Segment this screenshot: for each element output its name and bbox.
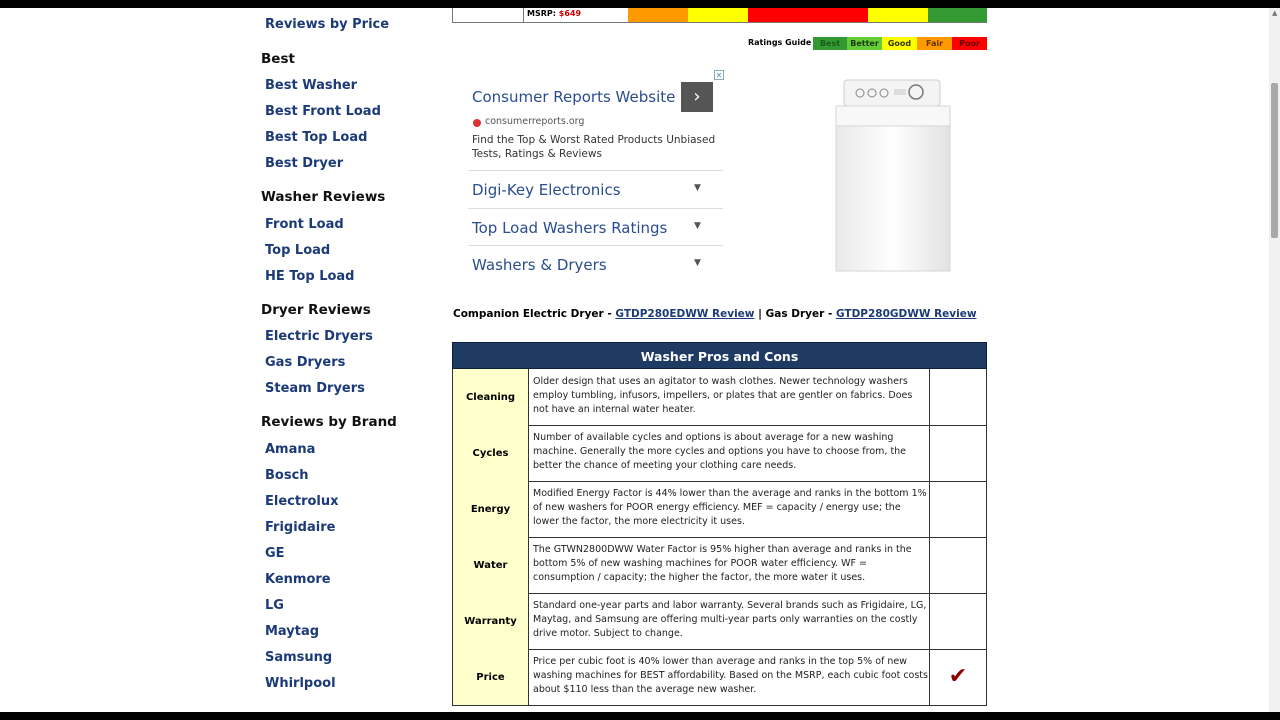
rating-swatch	[868, 8, 928, 22]
pros-cons-text: Older design that uses an agitator to wash clothes. Newer technology washers employ tumbling, infusors, impellers, or plates that are gentler on fabrics. Does not have an internal water heater.	[533, 376, 913, 415]
sidebar-link-bosch[interactable]: Bosch	[265, 468, 309, 483]
pros-cons-row-cycles	[452, 425, 987, 482]
ad-choices-icon[interactable]: ✕	[715, 71, 723, 80]
ad-unit	[464, 70, 726, 285]
pros-cons-label: Energy	[453, 481, 529, 537]
ad-row-digikey[interactable]	[468, 170, 723, 208]
ratings-strip	[452, 8, 987, 23]
sidebar-link-best-front-load[interactable]: Best Front Load	[265, 104, 381, 119]
pros-cons-text: The GTWN2800DWW Water Factor is 95% higher than average and ranks in the bottom 5% of new washing machines for POOR water efficiency. WF = consumption / capacity; the higher the factor, the more water it uses.	[533, 544, 912, 583]
checkmark-icon	[929, 369, 986, 425]
sidebar-link-steam-dryers[interactable]: Steam Dryers	[265, 381, 365, 396]
companion-electric-link[interactable]: GTDP280EDWW Review	[615, 308, 755, 320]
companion-gas-link[interactable]: GTDP280GDWW Review	[835, 308, 977, 320]
pros-cons-title: Washer Pros and Cons	[452, 342, 987, 369]
companion-electric-label: Companion Electric Dryer -	[453, 308, 616, 320]
sidebar-heading-reviews-by-brand: Reviews by Brand	[261, 414, 397, 430]
sidebar-heading-washer-reviews: Washer Reviews	[261, 189, 386, 205]
ratings-guide-poor: Poor	[952, 37, 987, 50]
pros-cons-row-energy	[452, 481, 987, 538]
sidebar-link-amana[interactable]: Amana	[265, 442, 316, 457]
sidebar-link-best-top-load[interactable]: Best Top Load	[265, 130, 368, 145]
ad-favicon-icon	[473, 119, 481, 127]
pros-cons-text: Modified Energy Factor is 44% lower than the average and ranks in the bottom 1% of new washers for POOR energy efficiency. MEF = capacity / energy use; the lower the factor, the more electricity it uses.	[533, 488, 927, 527]
sidebar-link-lg[interactable]: LG	[265, 598, 284, 613]
sidebar-link-top-load[interactable]: Top Load	[265, 243, 331, 258]
companion-gas-label: Gas Dryer -	[765, 308, 836, 320]
sidebar-link-ge[interactable]: GE	[265, 546, 285, 561]
sidebar-heading-dryer-reviews: Dryer Reviews	[261, 302, 371, 318]
sidebar-link-frigidaire[interactable]: Frigidaire	[265, 520, 336, 535]
caret-down-icon: ▼	[694, 258, 701, 268]
rating-swatch	[928, 8, 987, 22]
sidebar-link-he-top-load[interactable]: HE Top Load	[265, 269, 355, 284]
checkmark-icon	[929, 481, 986, 537]
rating-swatch	[748, 8, 808, 22]
caret-down-icon: ▼	[694, 183, 701, 193]
ad-row-washers-dryers[interactable]	[468, 245, 723, 283]
washer-product-image	[832, 78, 952, 273]
msrp-value: $649	[558, 9, 582, 18]
checkmark-icon	[929, 593, 986, 649]
pros-cons-label: Cleaning	[453, 369, 529, 425]
pros-cons-label: Cycles	[453, 425, 529, 481]
ad-title[interactable]: Consumer Reports Website	[472, 88, 676, 106]
sidebar-link-front-load[interactable]: Front Load	[265, 217, 344, 232]
msrp-label: MSRP:	[527, 9, 556, 18]
bottom-edge	[0, 712, 1280, 720]
sidebar-link-best-dryer[interactable]: Best Dryer	[265, 156, 344, 171]
ad-row-label: Washers & Dryers	[472, 256, 607, 274]
pros-cons-row-water	[452, 537, 987, 594]
ratings-guide-label: Ratings Guide	[748, 38, 812, 47]
checkmark-icon	[929, 537, 986, 593]
sidebar-link-whirlpool[interactable]: Whirlpool	[265, 676, 336, 691]
sidebar-link-samsung[interactable]: Samsung	[265, 650, 333, 665]
sidebar-link-electric-dryers[interactable]: Electric Dryers	[265, 329, 373, 344]
ratings-guide-better: Better	[847, 37, 882, 50]
sidebar-link-reviews-by-price[interactable]: Reviews by Price	[265, 17, 390, 32]
ratings-guide-fair: Fair	[917, 37, 952, 50]
pros-cons-text: Price per cubic foot is 40% lower than average and ranks in the top 5% of new washing machines for BEST affordability. Based on the MSRP, each cubic foot costs about $110 less than the average new washer.	[533, 656, 928, 695]
pros-cons-row-warranty	[452, 593, 987, 650]
pros-cons-text: Number of available cycles and options is about average for a new washing machine. Generally the more cycles and options you have to choose from, the better the chance of meeting your clothing care needs.	[533, 432, 907, 471]
sidebar-link-kenmore[interactable]: Kenmore	[265, 572, 331, 587]
rating-swatch	[628, 8, 688, 22]
checkmark-icon	[929, 425, 986, 481]
ad-row-label: Digi-Key Electronics	[472, 181, 621, 199]
pros-cons-label: Price	[453, 649, 529, 705]
sidebar-link-best-washer[interactable]: Best Washer	[265, 78, 358, 93]
ad-description: Find the Top & Worst Rated Products Unbiased Tests, Ratings & Reviews	[472, 134, 716, 160]
pros-cons-row-price	[452, 649, 987, 706]
scrollbar-thumb[interactable]	[1271, 83, 1278, 238]
ad-row-top-load-ratings[interactable]	[468, 208, 723, 246]
rating-swatch	[808, 8, 868, 22]
companion-dryers	[453, 308, 977, 320]
ad-row-label: Top Load Washers Ratings	[472, 219, 668, 237]
companion-separator: |	[754, 308, 766, 320]
top-edge	[0, 0, 1280, 8]
ratings-guide-good: Good	[882, 37, 917, 50]
rating-swatch	[688, 8, 748, 22]
ratings-guide-best: Best	[813, 37, 847, 50]
pros-cons-label: Warranty	[453, 593, 529, 649]
ad-url[interactable]: consumerreports.org	[485, 116, 585, 127]
caret-down-icon: ▼	[694, 221, 701, 231]
sidebar-link-gas-dryers[interactable]: Gas Dryers	[265, 355, 346, 370]
pros-cons-row-cleaning	[452, 369, 987, 426]
page-scrollbar[interactable]	[1269, 8, 1280, 712]
scroll-up-icon[interactable]: ▲	[1272, 9, 1278, 17]
msrp-cell	[523, 8, 628, 22]
chevron-right-icon[interactable]: ›	[681, 82, 713, 112]
sidebar-heading-best: Best	[261, 51, 295, 67]
pros-cons-label: Water	[453, 537, 529, 593]
pros-cons-text: Standard one-year parts and labor warranty. Several brands such as Frigidaire, LG, Maytag, and Samsung are offering multi-year parts only warranties on the costly drive motor. Subject to change.	[533, 600, 927, 639]
sidebar-link-electrolux[interactable]: Electrolux	[265, 494, 339, 509]
checkmark-icon: ✔	[929, 649, 986, 705]
sidebar-link-maytag[interactable]: Maytag	[265, 624, 320, 639]
